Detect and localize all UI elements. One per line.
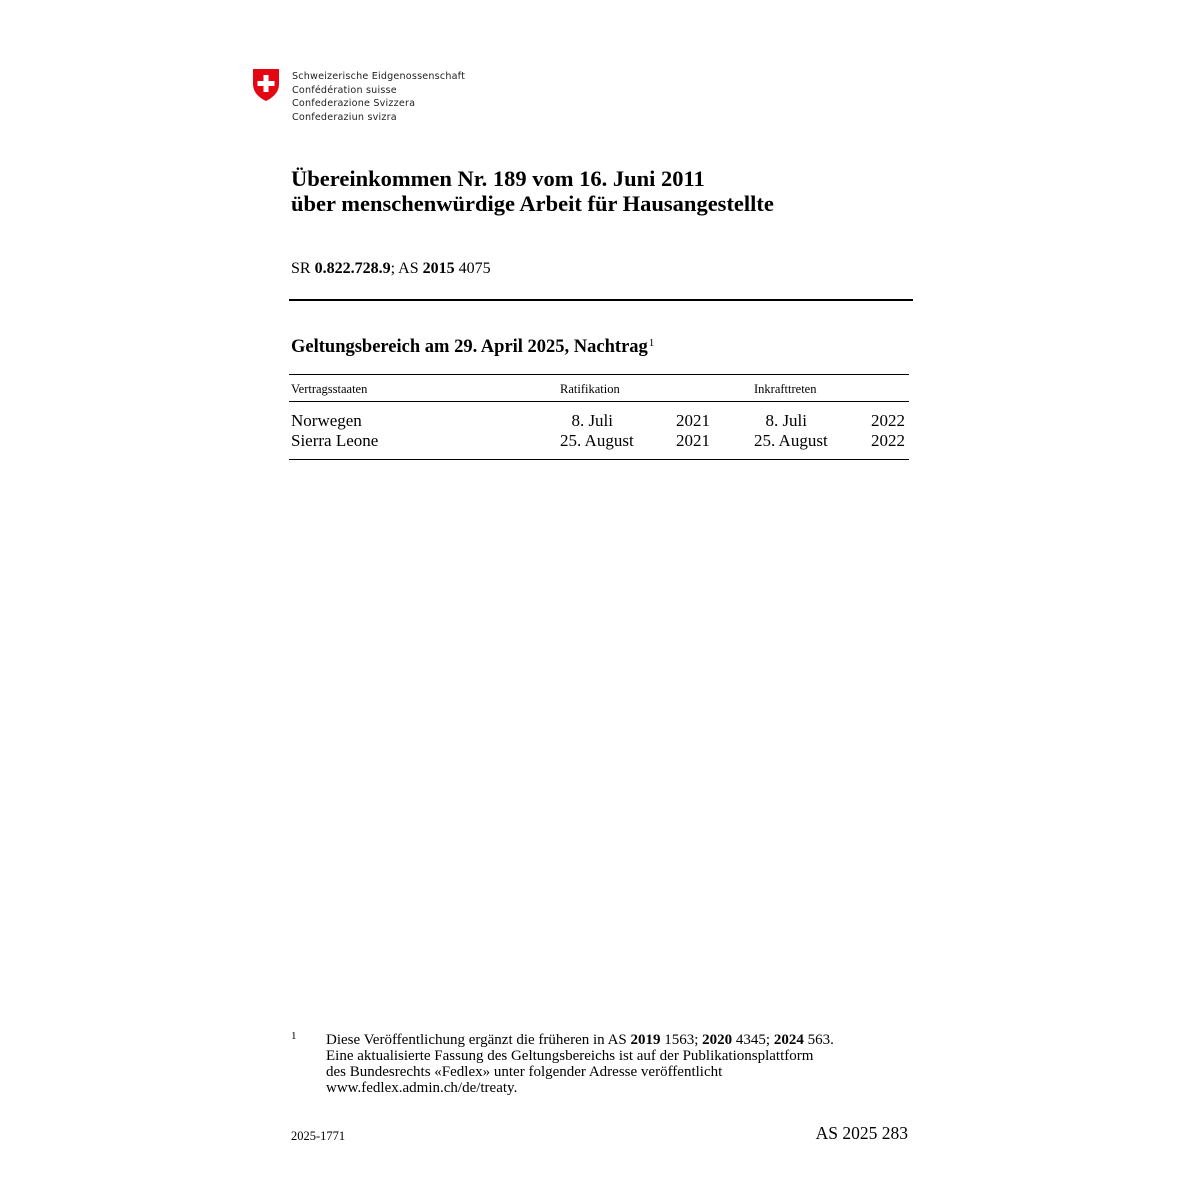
scope-heading xyxy=(291,337,654,358)
title-line-1: Übereinkommen Nr. 189 vom 16. Juni 2011 xyxy=(291,166,705,191)
agency-name-de: Schweizerische Eidgenossenschaft xyxy=(292,71,466,82)
sr-label: SR xyxy=(291,260,311,277)
footnote-line-2: Eine aktualisierte Fassung des Geltungsbereichs ist auf der Publikationsplattform xyxy=(326,1048,814,1064)
as-page: 4075 xyxy=(458,260,491,277)
document-number: 2025-1771 xyxy=(291,1129,346,1143)
column-header-entry-into-force: Inkrafttreten xyxy=(754,382,817,396)
sr-number: 0.822.728.9 xyxy=(314,260,391,277)
row-entry-date: 8. Juli xyxy=(765,411,807,430)
as-year: 2015 xyxy=(422,260,455,277)
footnote-as-year: 2019 xyxy=(630,1032,661,1048)
row-ratification-year: 2021 xyxy=(676,431,710,450)
table-header-rule xyxy=(289,401,909,402)
agency-name-rm: Confederaziun svizra xyxy=(292,111,397,123)
as-label: AS xyxy=(398,260,419,277)
row-entry-year: 2022 xyxy=(871,431,905,450)
row-ratification-year: 2021 xyxy=(676,411,710,430)
agency-name-it: Confederazione Svizzera xyxy=(292,98,416,110)
footnote-as-page: 563. xyxy=(807,1032,834,1048)
title-line-2: über menschenwürdige Arbeit für Hausangestellte xyxy=(291,191,774,216)
footnote-text xyxy=(326,1032,834,1096)
footnote-reference[interactable]: 1 xyxy=(648,337,655,349)
column-header-ratification: Ratifikation xyxy=(560,382,620,396)
header-divider xyxy=(289,299,913,301)
row-state: Sierra Leone xyxy=(291,431,379,450)
footnote-as-year: 2024 xyxy=(773,1032,804,1048)
footnote-line-1 xyxy=(326,1032,834,1048)
footnote-number: 1 xyxy=(291,1030,297,1042)
agency-name-fr: Confédération suisse xyxy=(292,84,397,96)
swiss-coat-of-arms-icon xyxy=(252,68,280,102)
row-entry-date: 25. August xyxy=(754,431,828,450)
footnote-as-page: 4345; xyxy=(735,1032,771,1048)
page-title xyxy=(291,166,774,216)
footnote-line-3: des Bundesrechts «Fedlex» unter folgender Adresse veröffentlicht xyxy=(326,1064,723,1080)
footnote-line-4[interactable]: www.fedlex.admin.ch/de/treaty. xyxy=(326,1080,518,1096)
table-top-rule xyxy=(289,374,909,375)
footnote-as-page: 1563; xyxy=(664,1032,699,1048)
sr-as-reference xyxy=(291,260,491,278)
footnote-as-year: 2020 xyxy=(702,1032,733,1048)
agency-names xyxy=(292,70,465,124)
footnote-line-1-text: Diese Veröffentlichung ergänzt die früheren in AS xyxy=(326,1032,627,1048)
row-state: Norwegen xyxy=(291,411,362,430)
column-header-state: Vertragsstaaten xyxy=(291,382,368,396)
table-bottom-rule xyxy=(289,459,909,460)
scope-heading-text: Geltungsbereich am 29. April 2025, Nachtrag xyxy=(291,337,648,357)
as-page-reference: AS 2025 283 xyxy=(815,1123,908,1143)
ref-separator: ; xyxy=(390,260,396,277)
row-ratification-date: 25. August xyxy=(560,431,634,450)
row-entry-year: 2022 xyxy=(871,411,905,430)
row-ratification-date: 8. Juli xyxy=(571,411,613,430)
